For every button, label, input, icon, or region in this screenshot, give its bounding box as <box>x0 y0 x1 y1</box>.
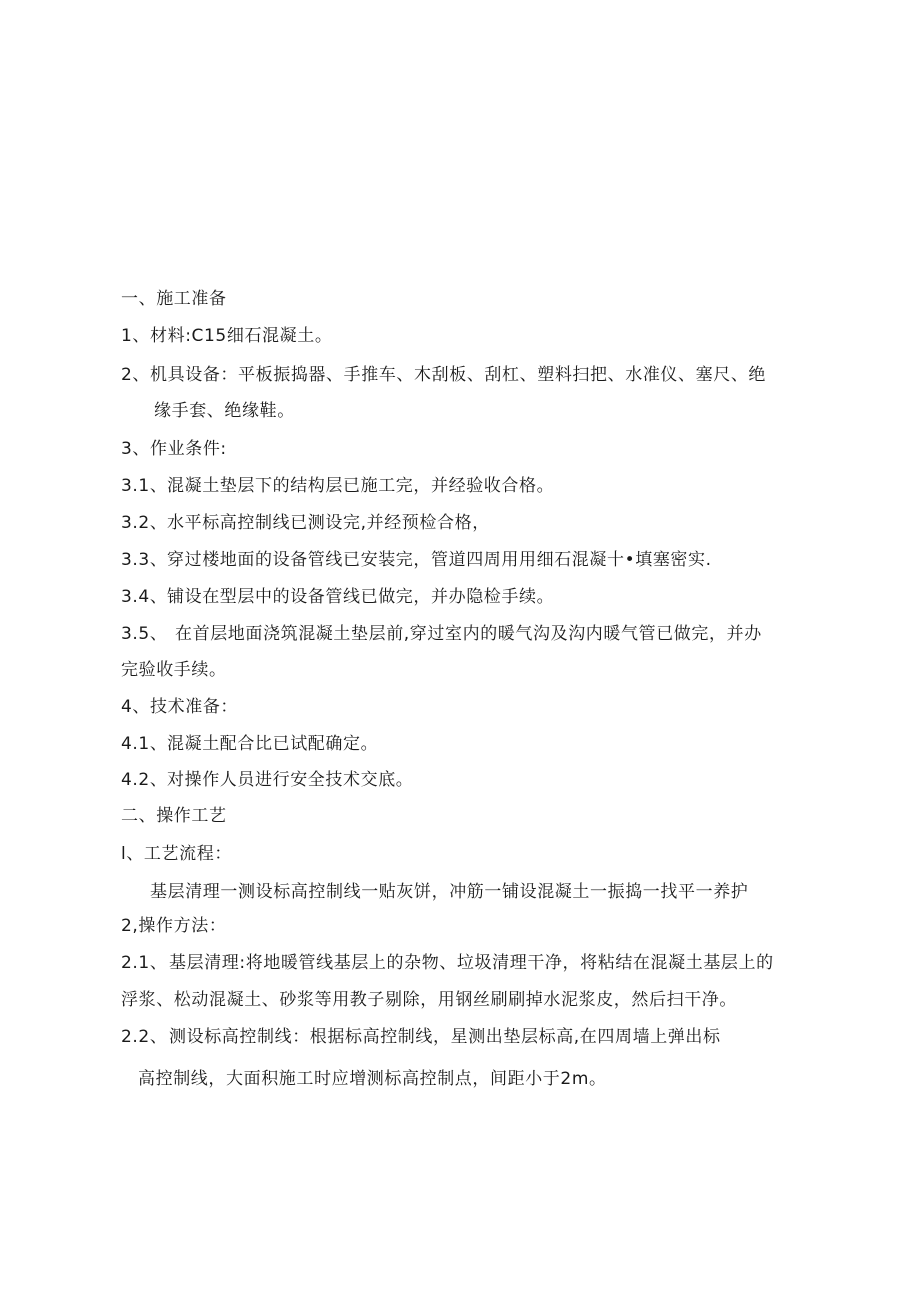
item-2-2-number: 2.2、 <box>121 1027 168 1047</box>
step-operation-method-heading: 2,操作方法： <box>121 916 227 936</box>
item-3-4-text: 铺设在型层中的设备管线已做完，并办隐检手续。 <box>167 587 555 607</box>
item-equipment-line2: 缘手套、绝缘鞋。 <box>154 401 295 421</box>
item-4-1-number: 4.1、 <box>121 734 168 754</box>
process-flow-text: 基层清理一测设标高控制线一贴灰饼，冲筋一铺设混凝土一振捣一找平一养护 <box>150 882 749 902</box>
item-4-2-number: 4.2、 <box>121 770 168 790</box>
item-3-5-number: 3.5、 <box>121 624 168 644</box>
item-3-3-number: 3.3、 <box>121 550 168 570</box>
item-3-5-line2: 完验收手续。 <box>121 660 227 680</box>
item-2-1-line2: 浮浆、松动混凝土、砂浆等用教子剔除，用钢丝刷刷掉水泥浆皮，然后扫干净。 <box>121 990 737 1010</box>
item-3-5-text: 在首层地面浇筑混凝土垫层前,穿过室内的暖气沟及沟内暖气管已做完，并办 <box>175 624 762 644</box>
step-process-flow-heading: l、工艺流程： <box>121 844 232 864</box>
item-3-4-number: 3.4、 <box>121 587 168 607</box>
item-equipment-line1: 2、机具设备：平板振捣器、手推车、木刮板、刮杠、塑料扫把、水准仪、塞尺、绝 <box>121 365 767 385</box>
item-2-2-text: 测设标高控制线：根据标高控制线，星测出垫层标高,在四周墙上弹出标 <box>169 1027 721 1047</box>
item-3-1-text: 混凝土垫层下的结构层已施工完，并经验收合格。 <box>167 476 555 496</box>
item-2-1-number: 2.1、 <box>121 953 168 973</box>
item-4-2-text: 对操作人员进行安全技术交底。 <box>167 770 414 790</box>
item-3-2-text: 水平标高控制线已测设完,并经预检合格， <box>167 513 490 533</box>
item-3-1-number: 3.1、 <box>121 476 168 496</box>
item-3-2-number: 3.2、 <box>121 513 168 533</box>
item-work-conditions: 3、作业条件: <box>121 439 227 459</box>
item-materials: 1、材料:C15细石混凝土。 <box>121 326 333 346</box>
section-heading-preparation: 一、施工准备 <box>121 289 227 309</box>
section-heading-process: 二、操作工艺 <box>121 806 227 826</box>
item-2-1-text: 基层清理:将地暖管线基层上的杂物、垃圾清理干净，将粘结在混凝土基层上的 <box>169 953 774 973</box>
item-2-2-line2: 高控制线，大面积施工时应增测标高控制点，间距小于2m。 <box>138 1069 607 1089</box>
item-4-1-text: 混凝土配合比已试配确定。 <box>167 734 379 754</box>
item-3-3-text: 穿过楼地面的设备管线已安装完，管道四周用用细石混凝十•填塞密实. <box>167 550 712 570</box>
item-technical-preparation: 4、技术准备： <box>121 697 239 717</box>
